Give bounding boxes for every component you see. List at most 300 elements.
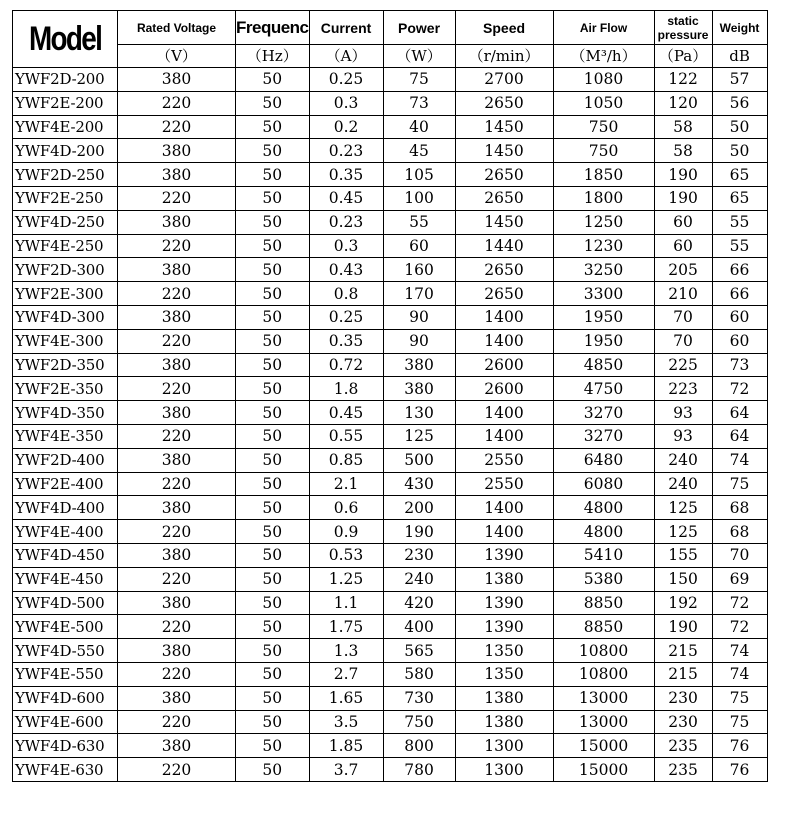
- cell-voltage: 220: [118, 377, 236, 401]
- cell-weight: 72: [712, 591, 767, 615]
- cell-voltage: 380: [118, 401, 236, 425]
- cell-speed: 2600: [455, 353, 553, 377]
- cell-model: YWF4D-550: [13, 639, 118, 663]
- cell-model: YWF2D-350: [13, 353, 118, 377]
- cell-model: YWF4E-250: [13, 234, 118, 258]
- cell-static-pressure: 70: [654, 329, 712, 353]
- cell-static-pressure: 60: [654, 210, 712, 234]
- cell-airflow: 1800: [553, 186, 654, 210]
- cell-voltage: 220: [118, 472, 236, 496]
- cell-power: 130: [383, 401, 455, 425]
- cell-airflow: 13000: [553, 710, 654, 734]
- cell-static-pressure: 240: [654, 472, 712, 496]
- cell-voltage: 220: [118, 91, 236, 115]
- cell-current: 0.45: [309, 186, 383, 210]
- cell-static-pressure: 210: [654, 282, 712, 306]
- cell-model: YWF4D-200: [13, 139, 118, 163]
- cell-speed: 1450: [455, 115, 553, 139]
- cell-frequency: 50: [236, 686, 310, 710]
- cell-airflow: 1050: [553, 91, 654, 115]
- table-body: [13, 68, 768, 782]
- cell-voltage: 380: [118, 139, 236, 163]
- cell-airflow: 1230: [553, 234, 654, 258]
- cell-airflow: 750: [553, 115, 654, 139]
- cell-model: YWF4E-550: [13, 662, 118, 686]
- cell-power: 100: [383, 186, 455, 210]
- table-row: [13, 234, 768, 258]
- cell-voltage: 220: [118, 329, 236, 353]
- cell-weight: 75: [712, 472, 767, 496]
- table-row: [13, 163, 768, 187]
- cell-airflow: 4750: [553, 377, 654, 401]
- cell-frequency: 50: [236, 234, 310, 258]
- cell-voltage: 220: [118, 758, 236, 782]
- cell-current: 1.1: [309, 591, 383, 615]
- cell-airflow: 4800: [553, 496, 654, 520]
- cell-airflow: 5410: [553, 543, 654, 567]
- cell-model: YWF4D-400: [13, 496, 118, 520]
- cell-weight: 64: [712, 401, 767, 425]
- cell-voltage: 220: [118, 520, 236, 544]
- cell-weight: 57: [712, 68, 767, 92]
- cell-static-pressure: 190: [654, 615, 712, 639]
- cell-voltage: 380: [118, 353, 236, 377]
- cell-model: YWF4E-600: [13, 710, 118, 734]
- cell-current: 0.23: [309, 139, 383, 163]
- cell-static-pressure: 235: [654, 758, 712, 782]
- table-row: [13, 139, 768, 163]
- cell-model: YWF4D-250: [13, 210, 118, 234]
- unit-speed: （r/min）: [455, 45, 553, 68]
- unit-airflow: （M³/h）: [553, 45, 654, 68]
- table-row: [13, 758, 768, 782]
- cell-current: 0.35: [309, 329, 383, 353]
- cell-speed: 2650: [455, 258, 553, 282]
- col-header-current: Current: [309, 11, 383, 45]
- unit-weight: dB: [712, 45, 767, 68]
- cell-airflow: 3270: [553, 424, 654, 448]
- cell-speed: 1380: [455, 710, 553, 734]
- cell-weight: 68: [712, 520, 767, 544]
- cell-voltage: 380: [118, 448, 236, 472]
- cell-weight: 65: [712, 163, 767, 187]
- cell-static-pressure: 58: [654, 139, 712, 163]
- cell-current: 0.45: [309, 401, 383, 425]
- cell-weight: 70: [712, 543, 767, 567]
- cell-power: 170: [383, 282, 455, 306]
- cell-static-pressure: 125: [654, 520, 712, 544]
- cell-speed: 1400: [455, 520, 553, 544]
- cell-weight: 72: [712, 377, 767, 401]
- cell-voltage: 380: [118, 305, 236, 329]
- cell-power: 55: [383, 210, 455, 234]
- table-row: [13, 710, 768, 734]
- cell-airflow: 13000: [553, 686, 654, 710]
- cell-speed: 1350: [455, 639, 553, 663]
- table-row: [13, 115, 768, 139]
- table-row: [13, 353, 768, 377]
- cell-frequency: 50: [236, 401, 310, 425]
- cell-frequency: 50: [236, 710, 310, 734]
- cell-weight: 50: [712, 139, 767, 163]
- cell-power: 780: [383, 758, 455, 782]
- cell-voltage: 380: [118, 591, 236, 615]
- table-row: [13, 377, 768, 401]
- cell-current: 0.25: [309, 305, 383, 329]
- cell-weight: 55: [712, 210, 767, 234]
- unit-static-pressure: （Pa）: [654, 45, 712, 68]
- cell-current: 3.5: [309, 710, 383, 734]
- cell-weight: 68: [712, 496, 767, 520]
- table-row: [13, 282, 768, 306]
- cell-voltage: 220: [118, 186, 236, 210]
- table-row: [13, 305, 768, 329]
- cell-speed: 1300: [455, 758, 553, 782]
- cell-weight: 76: [712, 734, 767, 758]
- cell-power: 230: [383, 543, 455, 567]
- cell-current: 1.85: [309, 734, 383, 758]
- cell-power: 90: [383, 305, 455, 329]
- cell-static-pressure: 120: [654, 91, 712, 115]
- cell-power: 40: [383, 115, 455, 139]
- cell-airflow: 8850: [553, 591, 654, 615]
- cell-current: 1.25: [309, 567, 383, 591]
- cell-frequency: 50: [236, 115, 310, 139]
- table-row: [13, 734, 768, 758]
- cell-frequency: 50: [236, 567, 310, 591]
- cell-power: 190: [383, 520, 455, 544]
- cell-voltage: 380: [118, 258, 236, 282]
- cell-frequency: 50: [236, 662, 310, 686]
- cell-static-pressure: 58: [654, 115, 712, 139]
- cell-voltage: 220: [118, 234, 236, 258]
- cell-speed: 2650: [455, 163, 553, 187]
- cell-voltage: 220: [118, 282, 236, 306]
- table-row: [13, 186, 768, 210]
- cell-current: 0.8: [309, 282, 383, 306]
- cell-airflow: 1850: [553, 163, 654, 187]
- table-row: [13, 472, 768, 496]
- cell-current: 1.75: [309, 615, 383, 639]
- cell-model: YWF2E-400: [13, 472, 118, 496]
- unit-current: （A）: [309, 45, 383, 68]
- cell-airflow: 6080: [553, 472, 654, 496]
- cell-current: 2.7: [309, 662, 383, 686]
- cell-static-pressure: 155: [654, 543, 712, 567]
- cell-frequency: 50: [236, 520, 310, 544]
- cell-frequency: 50: [236, 377, 310, 401]
- cell-current: 0.43: [309, 258, 383, 282]
- cell-airflow: 5380: [553, 567, 654, 591]
- col-header-model: Model: [13, 11, 118, 68]
- cell-frequency: 50: [236, 543, 310, 567]
- cell-voltage: 380: [118, 734, 236, 758]
- cell-airflow: 15000: [553, 758, 654, 782]
- cell-power: 800: [383, 734, 455, 758]
- col-header-frequency: Frequenc: [236, 11, 310, 45]
- cell-airflow: 3270: [553, 401, 654, 425]
- table-row: [13, 615, 768, 639]
- cell-power: 750: [383, 710, 455, 734]
- cell-frequency: 50: [236, 329, 310, 353]
- cell-voltage: 220: [118, 567, 236, 591]
- cell-frequency: 50: [236, 472, 310, 496]
- cell-current: 0.2: [309, 115, 383, 139]
- cell-power: 160: [383, 258, 455, 282]
- cell-voltage: 380: [118, 543, 236, 567]
- cell-static-pressure: 225: [654, 353, 712, 377]
- cell-weight: 69: [712, 567, 767, 591]
- cell-weight: 65: [712, 186, 767, 210]
- cell-frequency: 50: [236, 591, 310, 615]
- cell-power: 125: [383, 424, 455, 448]
- cell-weight: 73: [712, 353, 767, 377]
- cell-speed: 1400: [455, 496, 553, 520]
- cell-current: 0.6: [309, 496, 383, 520]
- cell-power: 45: [383, 139, 455, 163]
- cell-frequency: 50: [236, 758, 310, 782]
- cell-model: YWF2E-200: [13, 91, 118, 115]
- cell-current: 1.8: [309, 377, 383, 401]
- cell-frequency: 50: [236, 163, 310, 187]
- cell-static-pressure: 70: [654, 305, 712, 329]
- cell-static-pressure: 205: [654, 258, 712, 282]
- cell-model: YWF2D-250: [13, 163, 118, 187]
- cell-airflow: 10800: [553, 639, 654, 663]
- cell-power: 400: [383, 615, 455, 639]
- cell-static-pressure: 230: [654, 710, 712, 734]
- cell-weight: 74: [712, 448, 767, 472]
- fan-spec-table: [12, 10, 768, 782]
- cell-model: YWF4E-450: [13, 567, 118, 591]
- table-row: [13, 258, 768, 282]
- cell-speed: 1400: [455, 329, 553, 353]
- col-header-airflow: Air Flow: [553, 11, 654, 45]
- cell-current: 1.3: [309, 639, 383, 663]
- cell-weight: 72: [712, 615, 767, 639]
- cell-model: YWF2E-350: [13, 377, 118, 401]
- cell-speed: 2650: [455, 186, 553, 210]
- cell-speed: 1400: [455, 305, 553, 329]
- cell-current: 0.35: [309, 163, 383, 187]
- col-header-weight: Weight: [712, 11, 767, 45]
- table-row: [13, 591, 768, 615]
- cell-current: 0.23: [309, 210, 383, 234]
- cell-model: YWF2E-300: [13, 282, 118, 306]
- cell-static-pressure: 190: [654, 163, 712, 187]
- cell-current: 0.9: [309, 520, 383, 544]
- cell-weight: 60: [712, 305, 767, 329]
- cell-model: YWF4D-630: [13, 734, 118, 758]
- cell-speed: 1380: [455, 567, 553, 591]
- col-header-voltage: Rated Voltage: [118, 11, 236, 45]
- cell-static-pressure: 122: [654, 68, 712, 92]
- cell-weight: 74: [712, 639, 767, 663]
- cell-power: 580: [383, 662, 455, 686]
- cell-airflow: 1950: [553, 305, 654, 329]
- col-header-static-pressure: static pressure: [654, 11, 712, 45]
- cell-voltage: 380: [118, 639, 236, 663]
- cell-voltage: 220: [118, 115, 236, 139]
- cell-model: YWF4E-350: [13, 424, 118, 448]
- cell-model: YWF4E-300: [13, 329, 118, 353]
- cell-airflow: 6480: [553, 448, 654, 472]
- table-row: [13, 448, 768, 472]
- header-row: [13, 11, 768, 45]
- cell-static-pressure: 215: [654, 662, 712, 686]
- cell-weight: 75: [712, 710, 767, 734]
- cell-frequency: 50: [236, 68, 310, 92]
- cell-airflow: 10800: [553, 662, 654, 686]
- cell-power: 500: [383, 448, 455, 472]
- cell-static-pressure: 150: [654, 567, 712, 591]
- cell-current: 0.72: [309, 353, 383, 377]
- cell-speed: 2550: [455, 448, 553, 472]
- table-row: [13, 68, 768, 92]
- cell-voltage: 380: [118, 68, 236, 92]
- cell-frequency: 50: [236, 496, 310, 520]
- cell-speed: 2700: [455, 68, 553, 92]
- cell-airflow: 3300: [553, 282, 654, 306]
- cell-power: 565: [383, 639, 455, 663]
- cell-model: YWF4E-200: [13, 115, 118, 139]
- cell-frequency: 50: [236, 91, 310, 115]
- cell-voltage: 220: [118, 710, 236, 734]
- cell-static-pressure: 235: [654, 734, 712, 758]
- cell-voltage: 380: [118, 163, 236, 187]
- cell-speed: 1390: [455, 543, 553, 567]
- cell-model: YWF4D-300: [13, 305, 118, 329]
- cell-current: 0.85: [309, 448, 383, 472]
- cell-power: 60: [383, 234, 455, 258]
- cell-frequency: 50: [236, 448, 310, 472]
- cell-frequency: 50: [236, 186, 310, 210]
- cell-speed: 1390: [455, 591, 553, 615]
- cell-airflow: 750: [553, 139, 654, 163]
- cell-current: 1.65: [309, 686, 383, 710]
- unit-row: [13, 45, 768, 68]
- cell-airflow: 1080: [553, 68, 654, 92]
- cell-static-pressure: 93: [654, 401, 712, 425]
- table-row: [13, 543, 768, 567]
- table-row: [13, 91, 768, 115]
- spec-sheet: [12, 10, 768, 782]
- cell-model: YWF2D-200: [13, 68, 118, 92]
- cell-weight: 56: [712, 91, 767, 115]
- cell-frequency: 50: [236, 258, 310, 282]
- cell-frequency: 50: [236, 210, 310, 234]
- cell-weight: 60: [712, 329, 767, 353]
- cell-speed: 1380: [455, 686, 553, 710]
- cell-speed: 2550: [455, 472, 553, 496]
- unit-voltage: （V）: [118, 45, 236, 68]
- cell-voltage: 220: [118, 662, 236, 686]
- cell-weight: 66: [712, 282, 767, 306]
- cell-airflow: 4850: [553, 353, 654, 377]
- col-header-power: Power: [383, 11, 455, 45]
- cell-airflow: 3250: [553, 258, 654, 282]
- cell-weight: 76: [712, 758, 767, 782]
- cell-speed: 1400: [455, 401, 553, 425]
- table-row: [13, 567, 768, 591]
- cell-voltage: 380: [118, 496, 236, 520]
- cell-model: YWF4D-500: [13, 591, 118, 615]
- cell-airflow: 8850: [553, 615, 654, 639]
- table-row: [13, 401, 768, 425]
- cell-power: 380: [383, 377, 455, 401]
- cell-power: 430: [383, 472, 455, 496]
- cell-power: 105: [383, 163, 455, 187]
- cell-frequency: 50: [236, 282, 310, 306]
- cell-current: 2.1: [309, 472, 383, 496]
- cell-weight: 75: [712, 686, 767, 710]
- cell-static-pressure: 93: [654, 424, 712, 448]
- cell-frequency: 50: [236, 639, 310, 663]
- cell-power: 90: [383, 329, 455, 353]
- cell-weight: 64: [712, 424, 767, 448]
- cell-weight: 66: [712, 258, 767, 282]
- cell-airflow: 1250: [553, 210, 654, 234]
- cell-airflow: 4800: [553, 520, 654, 544]
- cell-speed: 1390: [455, 615, 553, 639]
- cell-voltage: 220: [118, 424, 236, 448]
- cell-speed: 1450: [455, 210, 553, 234]
- cell-airflow: 15000: [553, 734, 654, 758]
- cell-static-pressure: 223: [654, 377, 712, 401]
- cell-model: YWF2E-250: [13, 186, 118, 210]
- cell-model: YWF4E-400: [13, 520, 118, 544]
- table-row: [13, 686, 768, 710]
- cell-weight: 74: [712, 662, 767, 686]
- cell-power: 200: [383, 496, 455, 520]
- cell-voltage: 380: [118, 210, 236, 234]
- cell-frequency: 50: [236, 424, 310, 448]
- cell-frequency: 50: [236, 139, 310, 163]
- cell-current: 0.3: [309, 234, 383, 258]
- cell-model: YWF2D-400: [13, 448, 118, 472]
- cell-speed: 1400: [455, 424, 553, 448]
- cell-frequency: 50: [236, 734, 310, 758]
- cell-weight: 55: [712, 234, 767, 258]
- cell-static-pressure: 240: [654, 448, 712, 472]
- cell-model: YWF4D-600: [13, 686, 118, 710]
- table-row: [13, 329, 768, 353]
- cell-frequency: 50: [236, 615, 310, 639]
- cell-power: 73: [383, 91, 455, 115]
- table-row: [13, 662, 768, 686]
- table-row: [13, 639, 768, 663]
- cell-current: 0.3: [309, 91, 383, 115]
- unit-power: （W）: [383, 45, 455, 68]
- table-row: [13, 520, 768, 544]
- cell-power: 420: [383, 591, 455, 615]
- cell-static-pressure: 215: [654, 639, 712, 663]
- cell-voltage: 220: [118, 615, 236, 639]
- cell-power: 380: [383, 353, 455, 377]
- cell-static-pressure: 125: [654, 496, 712, 520]
- table-row: [13, 210, 768, 234]
- cell-model: YWF4E-500: [13, 615, 118, 639]
- cell-power: 75: [383, 68, 455, 92]
- cell-speed: 2650: [455, 91, 553, 115]
- cell-static-pressure: 230: [654, 686, 712, 710]
- cell-weight: 50: [712, 115, 767, 139]
- cell-power: 240: [383, 567, 455, 591]
- table-row: [13, 496, 768, 520]
- cell-static-pressure: 192: [654, 591, 712, 615]
- cell-static-pressure: 60: [654, 234, 712, 258]
- cell-frequency: 50: [236, 353, 310, 377]
